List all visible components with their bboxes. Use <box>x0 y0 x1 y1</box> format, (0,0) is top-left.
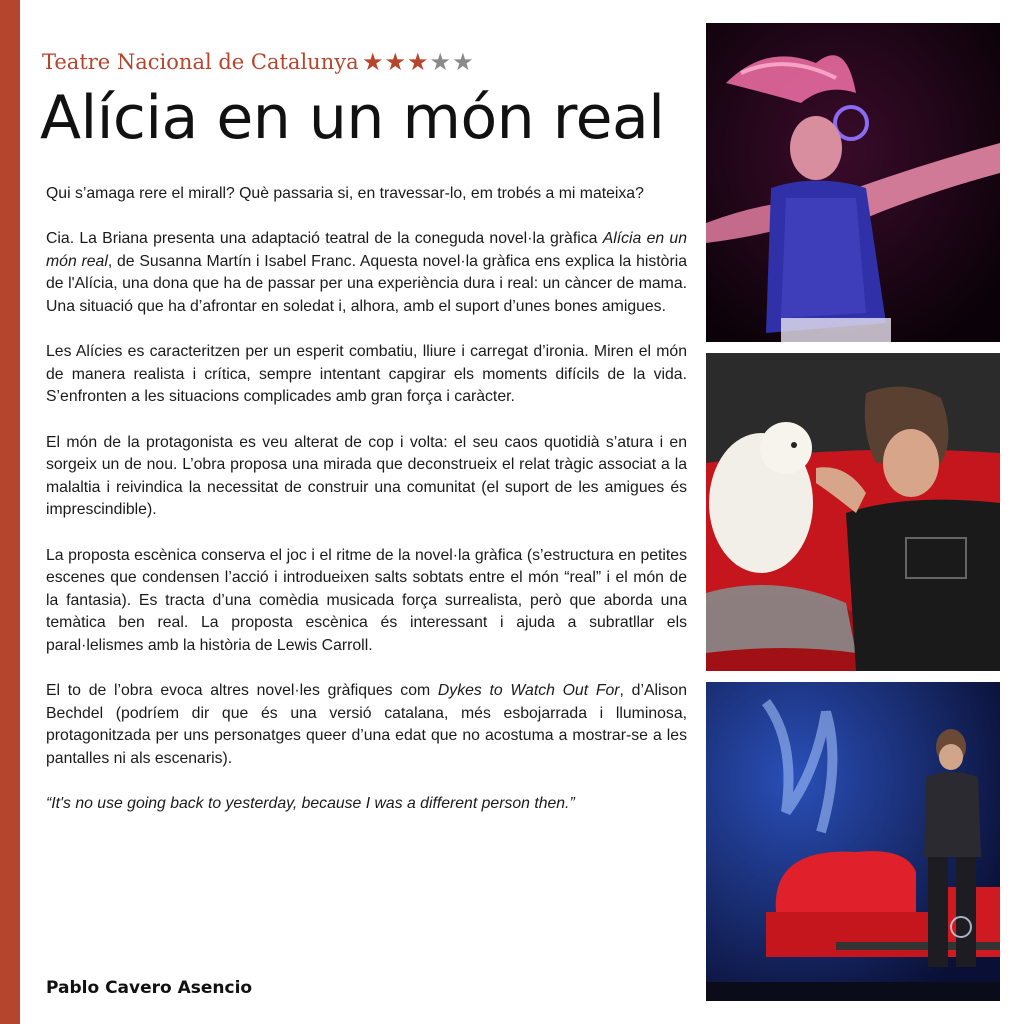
comic-title: Dykes to Watch Out For <box>437 682 620 700</box>
photo-cat-puppet-scene <box>706 353 1000 671</box>
photo-feather-performer <box>706 23 1000 342</box>
star-rating <box>362 48 475 77</box>
star-icon: ★ <box>429 49 453 76</box>
star-icon: ★ <box>384 49 408 76</box>
paragraph-staging: La proposta escènica conserva el joc i el ritme de la novel·la gràfica (s’estructura en petites escenes que condensen l’acció i introdueixen salts sobtats entre el món “real” i el món de la fantasia). Es tracta d’una comèdia musicada força surrealista, però que aborda una temàtica ben real. La proposta escènica és interessant i ajuda a subratllar els paral·lelismes amb la història de Lewis Carroll. <box>46 546 687 654</box>
paragraph-presentation: Cia. La Briana presenta una adaptació teatral de la coneguda novel·la gràfica Alícia en un món real, de Susanna Martín i Isabel Franc. Aquesta novel·la gràfica ens explica la història de l'Alícia, una dona que ha de passar per una experiència dura i real: un càncer de mama. Una situació que ha d’afrontar en soledat i, alhora, amb el suport d’unes bones amigues. <box>46 230 687 315</box>
article-body <box>46 183 687 838</box>
star-icon: ★ <box>362 49 385 76</box>
star-icon: ★ <box>452 49 475 76</box>
book-title: Alícia en un món real <box>46 230 687 270</box>
venue-name: Teatre Nacional de Catalunya <box>42 50 359 74</box>
closing-quote: “It's no use going back to yesterday, because I was a different person then.” <box>46 795 575 813</box>
page-title: Alícia en un món real <box>40 83 665 153</box>
accent-side-bar <box>0 0 20 1024</box>
paragraph-intro: Qui s’amaga rere el mirall? Què passaria si, en travessar-lo, em trobés a mi mateixa? <box>46 185 644 202</box>
photo-stage-red-sofa <box>706 682 1000 1001</box>
paragraph-comparison: El to de l’obra evoca altres novel·les gràfiques com Dykes to Watch Out For, d’Alison Bechdel (podríem dir que és una versió catalana, més esbojarrada i lluminosa, protagonitzada per uns personatges queer d’una edat que no acostuma a mostrar-se a les pantalles ni als escenaris). <box>46 682 687 767</box>
star-icon: ★ <box>407 49 430 76</box>
paragraph-alicies: Les Alícies es caracteritzen per un esperit combatiu, lliure i carregat d’ironia. Miren el món de manera realista i crítica, sempre intentant capgirar els moments difícils de la vida. S’enfronten a les situacions complicades amb gran força i caràcter. <box>46 343 687 406</box>
paragraph-protagonist: El món de la protagonista es veu alterat de cop i volta: el seu caos quotidià s’atura i en sorgeix un de nou. L’obra proposa una mirada que deconstrueix el relat tràgic associat a la malaltia i reivindica la necessitat de construir una comunitat (el suport de les amigues és imprescindible). <box>46 433 687 519</box>
author-name: Pablo Cavero Asencio <box>46 978 253 998</box>
